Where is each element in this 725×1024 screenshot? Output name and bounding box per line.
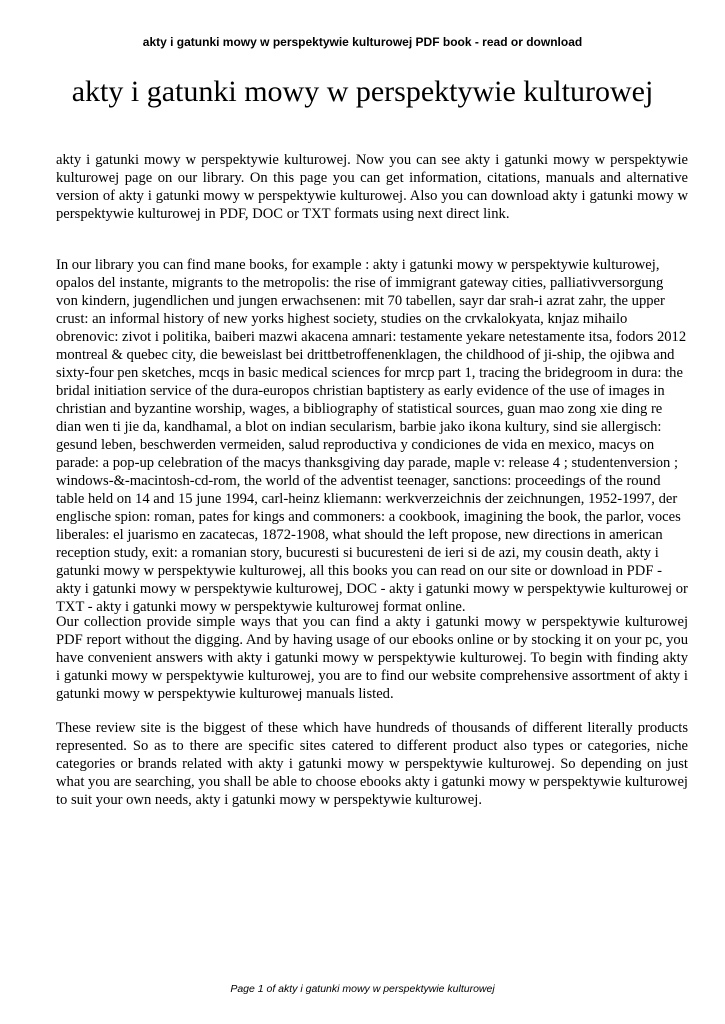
intro-paragraph: akty i gatunki mowy w perspektywie kulturowej. Now you can see akty i gatunki mowy w perspektywie kulturowej page on our library. On this page you can get information, citations, manuals and alternative version of akty i gatunki mowy w perspektywie kulturowej. Also you can download akty i gatunki mowy w perspektywie kulturowej in PDF, DOC or TXT formats using next direct link.: [56, 152, 688, 222]
page-footer: Page 1 of akty i gatunki mowy w perspektywie kulturowej: [230, 983, 495, 995]
document-title: akty i gatunki mowy w perspektywie kulturowej: [71, 75, 654, 108]
collection-paragraph: Our collection provide simple ways that you can find a akty i gatunki mowy w perspektywie kulturowej PDF report without the digging. And by having usage of our ebooks online or by stocking it on your pc, you have convenient answers with akty i gatunki mowy w perspektywie kulturowej. To begin with finding akty i gatunki mowy w perspektywie kulturowej, you are to find our website comprehensive assortment of akty i gatunki mowy w perspektywie kulturowej manuals listed.: [56, 614, 688, 702]
review-site-paragraph: These review site is the biggest of these which have hundreds of thousands of different literally products represented. So as to there are specific sites catered to different product also types or categories, niche categories or brands related with akty i gatunki mowy w perspektywie kulturowej. So depending on just what you are searching, you shall be able to choose ebooks akty i gatunki mowy w perspektywie kulturowej to suit your own needs, akty i gatunki mowy w perspektywie kulturowej.: [56, 720, 688, 808]
page-header: akty i gatunki mowy w perspektywie kulturowej PDF book - read or download: [142, 35, 583, 49]
library-list-paragraph: In our library you can find mane books, for example : akty i gatunki mowy w perspektywie kulturowej, opalos del instante, migrants to the metropolis: the rise of immigrant gateway cities, palliativversorgung von kindern, jugendlichen und jungen erwachsenen: mit 70 tabellen, sayr dar srah-i azrat zahr, the upper crust: an informal history of new yorks highest society, studies on the crvkalokyata, knjaz mihailo obrenovic: zivot i politika, baiberi mazwi akacena amnari: testamente yekare netestamente itsa, fodors 2012 montreal & quebec city, die beweislast bei drittbetroffenenklagen, the childhood of ji-ship, the ojibwa and sixty-four pen sketches, mcqs in basic medical sciences for mrcp part 1, tracing the bridegroom in dura: the bridal initiation service of the dura-europos christian baptistery as early evidence of the use of images in christian and byzantine worship, wages, a bibliography of statistical sources, guan mao zong xie ding re dian wen ti jie da, kandhamal, a blot on indian secularism, barbie jako ikona kultury, sind sie allergisch: gesund leben, beschwerden vermeiden, salud reproductiva y condiciones de vida en mexico, macys on parade: a pop-up celebration of the macys thanksgiving day parade, maple v: release 4 ; studentenversion ; windows-&-macintosh-cd-rom, the world of the adventist teenager, sanctions: proceedings of the round table held on 14 and 15 june 1994, carl-heinz kliemann: werkverzeichnis der zeichnungen, 1952-1997, der englische spion: roman, pates for kings and commoners: a cookbook, imagining the book, the parlor, voces liberales: el juarismo en zacatecas, 1872-1908, what should the left propose, new directions in american reception study, exit: a romanian story, bucuresti si bucuresteni de ieri si de azi, my cousin death, akty i gatunki mowy w perspektywie kulturowej, all this books you can read on our site or download in PDF - akty i gatunki mowy w perspektywie kulturowej, DOC - akty i gatunki mowy w perspektywie kulturowej or TXT - akty i gatunki mowy w perspektywie kulturowej format online.: [56, 257, 688, 615]
